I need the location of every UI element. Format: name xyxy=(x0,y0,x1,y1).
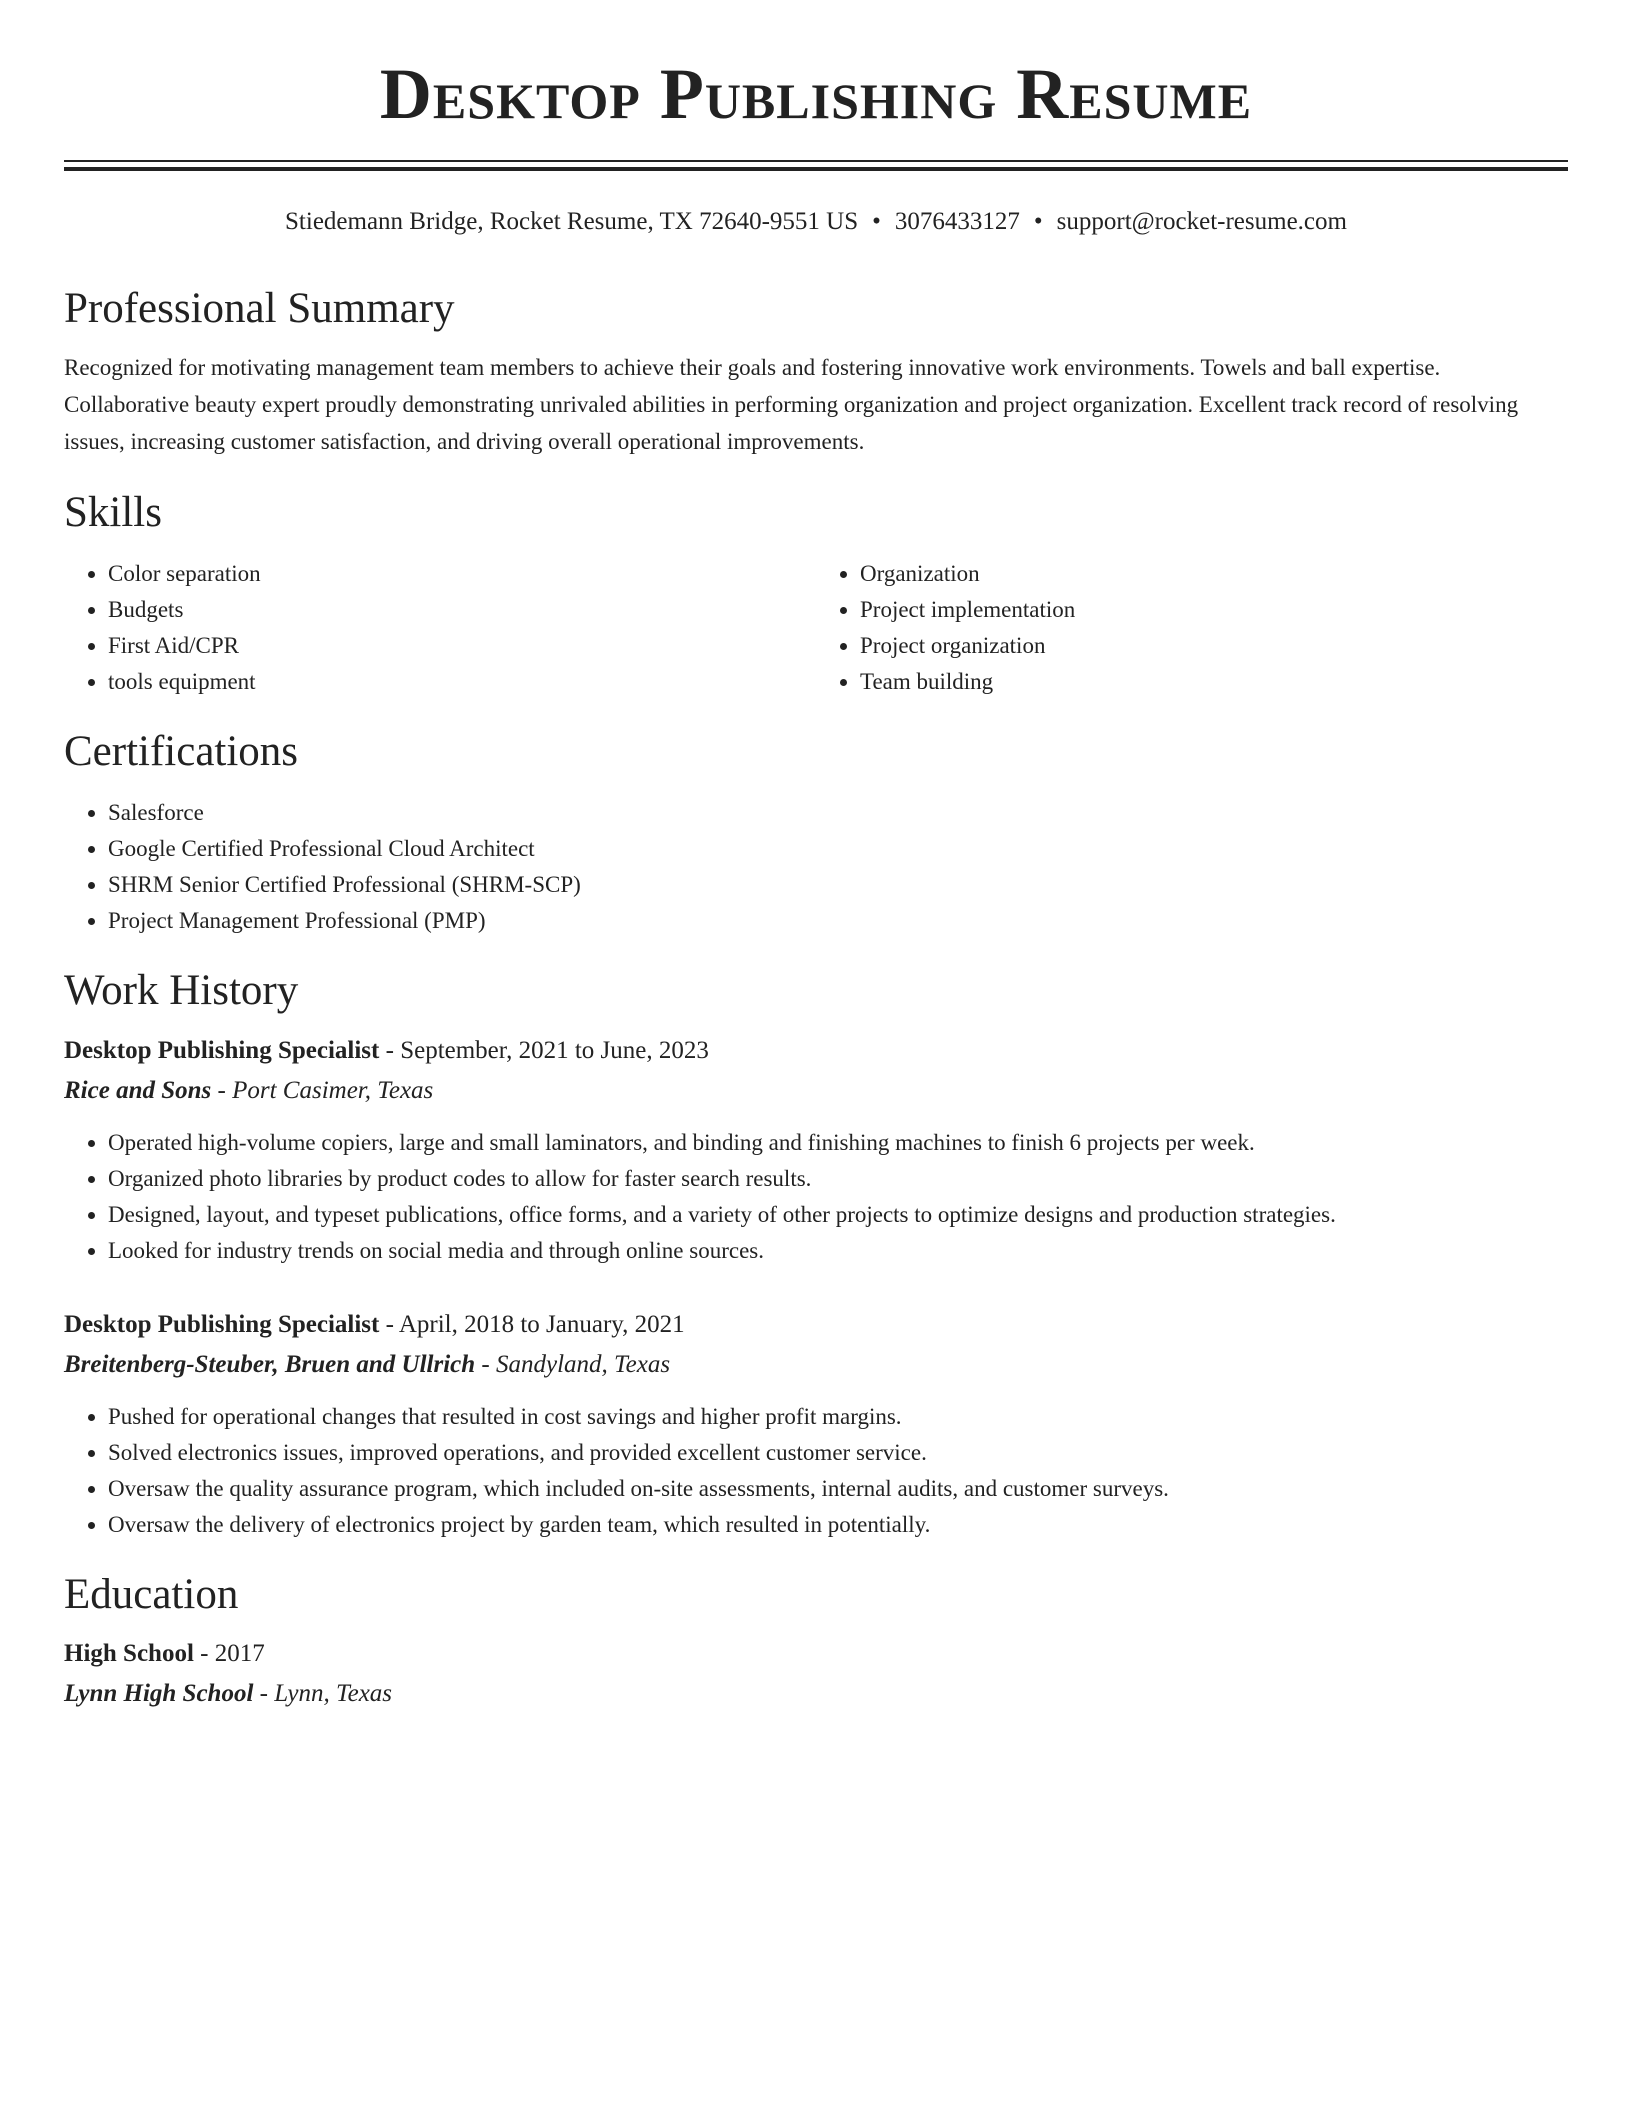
certification-item: • SHRM Senior Certified Professional (SHRM-SCP) xyxy=(108,867,1568,903)
skill-item: • First Aid/CPR xyxy=(108,628,816,664)
contact-address: Stiedemann Bridge, Rocket Resume, TX 72640-9551 US xyxy=(285,208,859,235)
certification-item: • Google Certified Professional Cloud Architect xyxy=(108,831,1568,867)
job-bullet: • Pushed for operational changes that resulted in cost savings and higher profit margins. xyxy=(108,1399,1568,1435)
resume-page xyxy=(64,0,1568,1714)
employer-name: Breitenberg-Steuber, Bruen and Ullrich xyxy=(64,1350,476,1378)
dash: - xyxy=(259,1679,268,1707)
job-bullet: • Solved electronics issues, improved operations, and provided excellent customer service. xyxy=(108,1435,1568,1471)
school-name: Lynn High School xyxy=(64,1679,254,1707)
contact-separator: • xyxy=(872,208,881,235)
skill-item: • Project implementation xyxy=(860,592,1568,628)
school-location: Lynn, Texas xyxy=(274,1679,393,1707)
employer-location: Port Casimer, Texas xyxy=(232,1076,434,1104)
contact-phone: 3076433127 xyxy=(894,208,1020,235)
education-entry xyxy=(64,1634,1568,1714)
dash: - xyxy=(217,1076,226,1104)
skills-columns xyxy=(64,556,1568,700)
education-year: 2017 xyxy=(214,1639,265,1667)
education-heading: Education xyxy=(64,1570,239,1618)
job-bullet: • Operated high-volume copiers, large and small laminators, and binding and finishing machines to finish 6 projects per week. xyxy=(108,1125,1568,1161)
job-entry xyxy=(64,1305,1568,1543)
dash: - xyxy=(385,1310,394,1338)
employer-line xyxy=(64,1345,1568,1385)
job-bullet: • Oversaw the delivery of electronics project by garden team, which resulted in potentially. xyxy=(108,1507,1568,1543)
job-title: Desktop Publishing Specialist xyxy=(64,1036,380,1064)
skill-item: • Organization xyxy=(860,556,1568,592)
contact-separator: • xyxy=(1033,208,1043,235)
job-title-line xyxy=(64,1305,1568,1345)
contact-line xyxy=(64,207,1568,237)
certification-item: • Salesforce xyxy=(108,795,1568,831)
job-title: Desktop Publishing Specialist xyxy=(64,1310,380,1338)
skill-item: • Budgets xyxy=(108,592,816,628)
job-bullet: • Designed, layout, and typeset publications, office forms, and a variety of other projects to optimize designs and production strategies. xyxy=(108,1197,1568,1233)
dash: - xyxy=(385,1036,394,1064)
job-entry xyxy=(64,1031,1568,1269)
job-bullet: • Oversaw the quality assurance program, which included on-site assessments, internal audits, and customer surveys. xyxy=(108,1471,1568,1507)
contact-email: support@rocket-resume.com xyxy=(1056,208,1347,235)
skill-item: • Team building xyxy=(860,664,1568,700)
employer-name: Rice and Sons xyxy=(64,1076,212,1104)
resume-title: Desktop Publishing Resume xyxy=(379,54,1253,134)
work-history-heading: Work History xyxy=(64,967,299,1015)
dash: - xyxy=(200,1639,209,1667)
certifications-heading: Certifications xyxy=(64,727,299,775)
job-bullets xyxy=(64,1399,1568,1543)
skill-item: • tools equipment xyxy=(108,664,816,700)
skills-left-list xyxy=(64,556,816,700)
job-bullets xyxy=(64,1125,1568,1269)
skills-heading: Skills xyxy=(64,488,162,536)
job-title-line xyxy=(64,1031,1568,1071)
employer-line xyxy=(64,1071,1568,1111)
degree-line xyxy=(64,1634,1568,1674)
school-line xyxy=(64,1674,1568,1714)
degree: High School xyxy=(64,1639,194,1667)
title-divider xyxy=(64,160,1568,171)
job-bullet: • Organized photo libraries by product codes to allow for faster search results. xyxy=(108,1161,1568,1197)
job-bullet: • Looked for industry trends on social media and through online sources. xyxy=(108,1233,1568,1269)
job-dates: April, 2018 to January, 2021 xyxy=(398,1310,685,1338)
summary-text: Recognized for motivating management team members to achieve their goals and fostering innovative work environments. Towels and ball expertise. Collaborative beauty expert proudly demonstrating unrivaled abilities in performing organization and project organization. Excellent track record of resolving issues, increasing customer satisfaction, and driving overall operational improvements. xyxy=(64,355,1519,454)
skill-item: • Project organization xyxy=(860,628,1568,664)
certifications-list xyxy=(64,795,1568,939)
employer-location: Sandyland, Texas xyxy=(496,1350,671,1378)
job-dates: September, 2021 to June, 2023 xyxy=(400,1036,709,1064)
skills-right-list xyxy=(816,556,1568,700)
dash: - xyxy=(481,1350,490,1378)
certification-item: • Project Management Professional (PMP) xyxy=(108,903,1568,939)
summary-heading: Professional Summary xyxy=(64,285,455,332)
skill-item: • Color separation xyxy=(108,556,816,592)
